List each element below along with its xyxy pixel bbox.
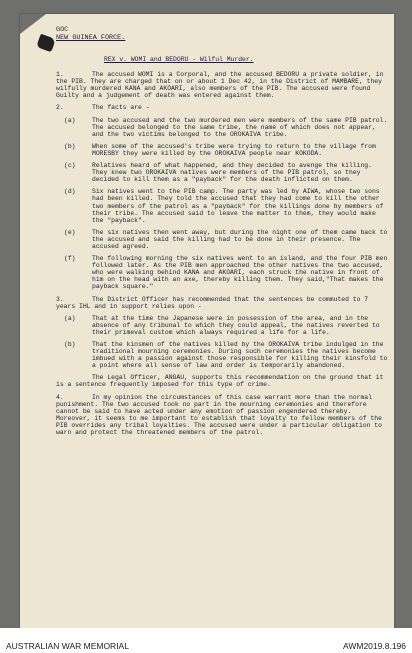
fact-b: (b) When some of the accused's tribe were trying to return to the village from MORESBY they were killed by the OROKAIVA people near KOKODA. (64, 142, 376, 157)
torn-corner (20, 14, 46, 34)
footer-credit: AUSTRALIAN WAR MEMORIAL (6, 641, 129, 651)
fact-d: (d) Six natives went to the PIB camp. The party was led by AIWA, whose two sons had been killed. They told the accused that they had come to kill the other two members of the patrol as a "payback" for the killings done by members of their tribe. The accused said to leave the matter to them, they would make the "payback". (64, 188, 384, 224)
header-line-1: GOC (56, 26, 69, 34)
footer-accession-number: AWM2019.8.196 (343, 641, 406, 651)
fact-e: (e) The six natives then went away, but during the night one of them came back to the accused and said the killing had to be done in their presence. The accused agreed. (64, 228, 388, 250)
document-header (56, 26, 388, 42)
case-title: REX v. WOMI and BEDORU - Wilful Murder. (104, 56, 254, 63)
paragraph-number: 1. (56, 71, 64, 79)
paragraph-1 (56, 71, 388, 99)
fact-f: (f) The following morning the six natives went to an island, and the four PIB men followed later. As the PIB men approached the other natives the two accused, who were walking behind KANA and AKOARI, each struck the native in front of him on the head with an axe, thereby killing them. They said,"That makes the payback square." (64, 255, 388, 291)
paragraph-text: The District Officer has recommended that the sentences be commuted to 7 years IHL and in support relies upon - (56, 295, 369, 310)
document-body (56, 26, 388, 441)
paragraph-text: In my opinion the circumstances of this case warrant more than the normal punishment. The two accused took no part in the mourning ceremonies and therefore cannot be said to have acted under any emotion of passion engendered thereby. Moreover, it seems to me important to establish that loyalty to fellow members of the PIB overrides any tribal loyalties. The accused were under a particular obligation to warn and protect the threatened members of the patrol. (56, 393, 382, 437)
legal-officer-paragraph: The Legal Officer, ANGAU, supports this recommendation on the ground that it is a sentence frequently imposed for this type of crime. (56, 374, 384, 389)
paragraph-text: The accused WOMI is a Corporal, and the accused BEDORU a private soldier, in the PIB. They are charged that on or about 1 Dec 42, in the District of MAMBARE, they wilfully murdered KANA and AKOARI, also members of the PIB. The accused were found Guilty and a judgement of death was entered against them. (56, 71, 384, 100)
paragraph-2 (56, 104, 388, 111)
paragraph-number: 3. (56, 295, 64, 303)
header-line-2: NEW GUINEA FORCE. (56, 34, 126, 42)
paragraph-number: 2. (56, 104, 64, 112)
paragraph-4 (56, 394, 388, 437)
fact-c: (c) Relatives heard of what happened, and they decided to avenge the killing. They knew two OROKAIVA natives were members of the PIB patrol, so they decided to kill them as a "payback" for the death inflicted on them. (64, 162, 372, 184)
reason-b: (b) That the kinsmen of the natives killed by the OROKAIVA tribe indulged in the traditional mourning ceremonies. During such ceremonies the natives become imbued with a passion against those responsible for killing their kinsfold to a point where all sense of law and order is temporarily abandoned. (64, 341, 388, 370)
paragraph-text: The facts are - (92, 104, 150, 112)
reason-a: (a) That at the time the Japanese were in possession of the area, and in the absence of any tribunal to which they could appeal, the natives reverted to their primeval custom which always required a life for a life. (64, 314, 380, 336)
paragraph-3 (56, 296, 388, 310)
paragraph-number: 4. (56, 393, 64, 401)
fact-a: (a) The two accused and the two murdered men were members of the same PIB patrol. The accused belonged to the same tribe, the name of which does not appear, and the two victims belonged to the OROKAIVA tribe. (64, 116, 388, 138)
footer-bar (0, 628, 412, 653)
